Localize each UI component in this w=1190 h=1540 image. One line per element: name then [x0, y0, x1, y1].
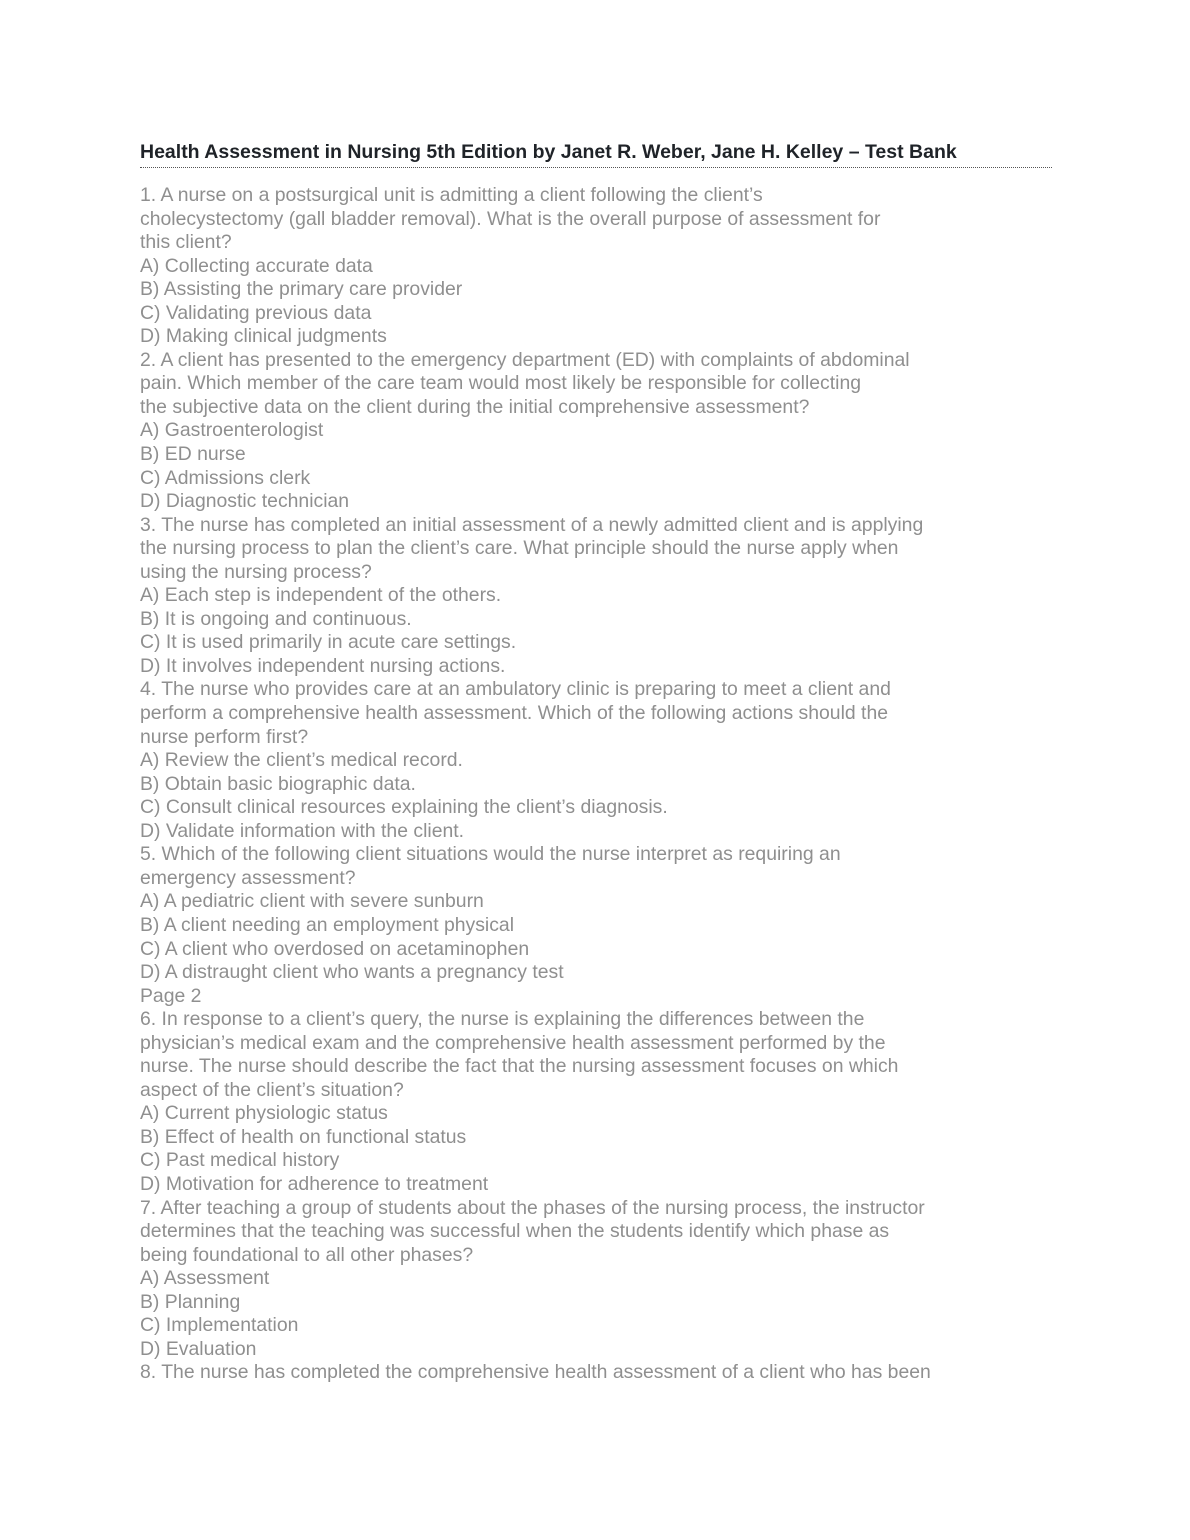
text-line: 8. The nurse has completed the comprehensive health assessment of a client who has been: [140, 1361, 931, 1384]
text-line: D) Validate information with the client.: [140, 819, 465, 842]
text-line: A) Each step is independent of the others.: [140, 584, 502, 607]
text-line: A) Collecting accurate data: [140, 254, 373, 277]
text-line: emergency assessment?: [140, 866, 356, 889]
text-line: 1. A nurse on a postsurgical unit is admitting a client following the client’s: [140, 184, 763, 206]
text-line: C) Implementation: [140, 1314, 299, 1337]
text-line: B) A client needing an employment physical: [140, 913, 515, 936]
text-line: D) Evaluation: [140, 1337, 257, 1360]
text-line: C) Consult clinical resources explaining the client’s diagnosis.: [140, 796, 668, 819]
text-line: D) A distraught client who wants a pregnancy test: [140, 961, 564, 984]
text-line: B) It is ongoing and continuous.: [140, 607, 412, 630]
text-line: D) It involves independent nursing actions.: [140, 654, 506, 677]
text-line: this client?: [140, 231, 232, 254]
text-line: B) ED nurse: [140, 443, 246, 466]
text-line: C) Admissions clerk: [140, 466, 311, 489]
text-line: determines that the teaching was successful when the students identify which phase as: [140, 1220, 890, 1243]
text-line: the subjective data on the client during the initial comprehensive assessment?: [140, 395, 810, 418]
document-title: Health Assessment in Nursing 5th Edition by Janet R. Weber, Jane H. Kelley – Test Bank: [140, 139, 1052, 168]
text-line: B) Obtain basic biographic data.: [140, 772, 416, 795]
document-page: [140, 139, 1052, 1385]
text-line: A) Review the client’s medical record.: [140, 749, 463, 772]
text-line: A) Current physiologic status: [140, 1102, 388, 1125]
text-line: C) Validating previous data: [140, 301, 372, 324]
text-line: A) Assessment: [140, 1267, 270, 1290]
text-line: 7. After teaching a group of students about the phases of the nursing process, the instructor: [140, 1196, 925, 1219]
text-line: B) Effect of health on functional status: [140, 1125, 467, 1148]
text-line: B) Assisting the primary care provider: [140, 278, 463, 301]
text-line: D) Diagnostic technician: [140, 490, 350, 513]
text-line: D) Making clinical judgments: [140, 325, 387, 348]
text-line: pain. Which member of the care team would most likely be responsible for collecting: [140, 372, 862, 395]
text-line: Page 2: [140, 984, 202, 1007]
document-body: [140, 184, 1052, 1385]
text-line: A) Gastroenterologist: [140, 419, 324, 442]
text-line: aspect of the client’s situation?: [140, 1078, 404, 1101]
text-line: D) Motivation for adherence to treatment: [140, 1172, 489, 1195]
text-line: cholecystectomy (gall bladder removal). What is the overall purpose of assessment for: [140, 207, 881, 230]
text-line: 2. A client has presented to the emergency department (ED) with complaints of abdominal: [140, 348, 910, 371]
text-line: being foundational to all other phases?: [140, 1243, 474, 1266]
text-line: C) Past medical history: [140, 1149, 340, 1172]
text-line: C) A client who overdosed on acetaminophen: [140, 937, 530, 960]
text-line: perform a comprehensive health assessment. Which of the following actions should the: [140, 702, 889, 725]
text-line: B) Planning: [140, 1290, 241, 1313]
text-line: using the nursing process?: [140, 560, 372, 583]
text-line: nurse. The nurse should describe the fact that the nursing assessment focuses on which: [140, 1055, 899, 1078]
text-line: the nursing process to plan the client’s care. What principle should the nurse apply when: [140, 537, 899, 560]
text-line: 4. The nurse who provides care at an ambulatory clinic is preparing to meet a client and: [140, 678, 891, 701]
text-line: C) It is used primarily in acute care settings.: [140, 631, 517, 654]
text-line: nurse perform first?: [140, 725, 309, 748]
text-line: physician’s medical exam and the comprehensive health assessment performed by the: [140, 1031, 886, 1054]
text-line: 6. In response to a client’s query, the nurse is explaining the differences between the: [140, 1008, 865, 1031]
text-line: A) A pediatric client with severe sunburn: [140, 890, 484, 913]
text-line: 5. Which of the following client situations would the nurse interpret as requiring an: [140, 843, 841, 866]
text-line: 3. The nurse has completed an initial assessment of a newly admitted client and is applying: [140, 513, 924, 536]
